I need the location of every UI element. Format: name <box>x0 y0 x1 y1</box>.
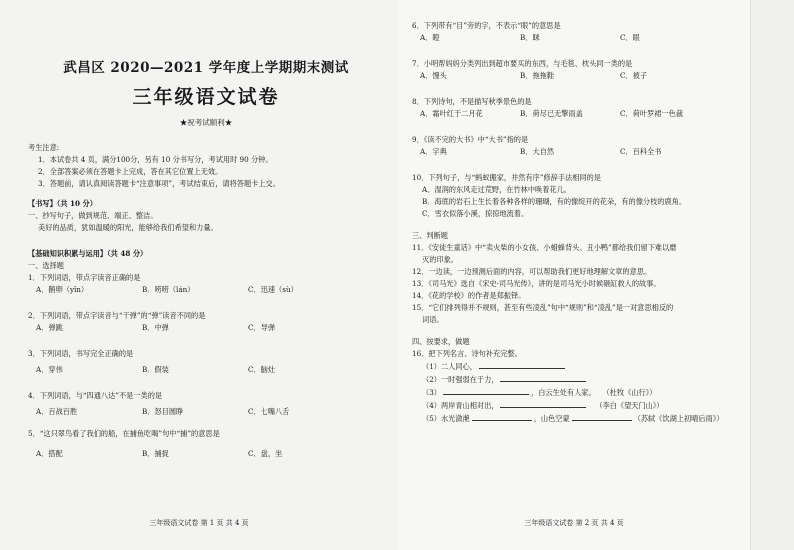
question-text: 10．下列句子，与“蚂蚁搬家，井然有序”修辞手法相同的是 <box>412 173 601 182</box>
option-a: A．瞪 <box>420 33 440 42</box>
notes-heading: 考生注意: <box>28 143 60 152</box>
question-text: 2．下列词语，带点字读音与“干弹”的“弹”读音不同的是 <box>28 311 206 320</box>
question-text: 8．下列诗句，不是描写秋季景色的是 <box>412 97 532 106</box>
copy-sentence: 美好的品质，犹如温暖的阳光，能够给我们希望和力量。 <box>38 223 218 232</box>
judge-item: 15．“它们排列得并不规则，甚至有些凌乱”句中“规则”和“凌乱”是一对意思相反的 <box>412 303 674 312</box>
page-footer: 三年级语文试卷 第 2 页 共 4 页 <box>524 519 624 527</box>
fill-item: （5）水光潋滟 ，山色空蒙 （苏轼《饮湖上初晴后雨》） <box>422 414 724 423</box>
fill-blank[interactable] <box>479 360 565 369</box>
option-a: A．霜叶红于二月花 <box>420 109 483 118</box>
fill-item: （2）一时强弱在于力， <box>412 373 744 386</box>
option-a: A．搭配 <box>36 449 63 458</box>
question-text: 一、抄写句子，做到规范、端正、整洁。 <box>28 211 158 220</box>
option-b: B．假装 <box>142 365 169 374</box>
option-a: A．馒头 <box>420 71 447 80</box>
option-c: C．盘，坐 <box>248 449 283 458</box>
fill-blank[interactable] <box>572 412 632 421</box>
option-b: B．捕捉 <box>142 449 169 458</box>
exam-wish: ★祝考试顺利★ <box>179 118 233 127</box>
page-footer: 三年级语文试卷 第 1 页 共 4 页 <box>149 519 249 527</box>
option-c: C．眼 <box>620 33 640 42</box>
question-text: 9．《读不完的大书》中“大书”指的是 <box>412 135 529 144</box>
note-item: 2．全部答案必须在答题卡上完成，答在其它位置上无效。 <box>38 167 223 176</box>
question-text: 3．下列词语，书写完全正确的是 <box>28 349 134 358</box>
option-b: B．怒目圆睁 <box>142 407 184 416</box>
choice-heading: 一、选择题 <box>28 261 64 270</box>
question-text: 6．下列带有“目”旁的字，不表示“眼”的意思是 <box>412 21 561 30</box>
section-writing: 【书写】（共 10 分） <box>28 199 97 208</box>
note-item: 3．答题前，请认真阅读答题卡“注意事项”，考试结束后，请将答题卡上交。 <box>38 179 280 188</box>
option-b: B．海底的岩石上生长着各种各样的珊瑚，有的像绽开的花朵，有的像分枝的鹿角。 <box>422 197 687 206</box>
question-block <box>28 348 384 376</box>
option-b: B．眯 <box>520 33 540 42</box>
option-b: B．唠唠（lán） <box>142 285 195 294</box>
question-block <box>412 172 744 220</box>
option-a: A．鹅卵（yǐn） <box>36 285 89 294</box>
question-block <box>412 20 744 44</box>
judge-item-cont: 灭的印象。 <box>422 255 458 264</box>
question-block <box>28 390 384 418</box>
question-block <box>412 96 744 120</box>
option-b: B．大自然 <box>520 147 555 156</box>
option-a: A．穿伟 <box>36 365 63 374</box>
judge-item: 14．《花的学校》的作者是郑振铎。 <box>412 291 526 300</box>
question-block <box>412 58 744 82</box>
fill-blank[interactable] <box>500 399 586 408</box>
fill-blank[interactable] <box>472 412 532 421</box>
question-text: 4．下列词语，与“四通八达”不是一类的是 <box>28 391 163 400</box>
judge-item: 11．《安徒生童话》中“卖火柴的小女孩、小蜡蜂背头、丑小鸭”都给我们留下难以磨 <box>412 243 677 252</box>
note-item: 1．本试卷共 4 页，满分100分，另有 10 分书写分，考试用时 90 分钟。 <box>38 155 273 164</box>
option-c: C．荷叶罗裙一色裁 <box>620 109 684 118</box>
option-c: C．被子 <box>620 71 648 80</box>
scan-edge-strip <box>750 0 794 550</box>
judge-item-cont: 词语。 <box>422 315 444 324</box>
judge-item: 12．一边读，一边预测后面的内容，可以帮助我们更好地理解文章的意思。 <box>412 267 652 276</box>
option-a: A．百战百胜 <box>36 407 78 416</box>
fill-item: （3） ，白云生处有人家。 （杜牧《山行》） <box>422 388 657 397</box>
option-b: B．中弹 <box>142 323 169 332</box>
option-c: C．导弹 <box>248 323 276 332</box>
question-text: 16．把下列名言、诗句补充完整。 <box>412 349 522 358</box>
question-block <box>28 310 384 334</box>
question-text: 5．“这只翠鸟看了我们的船，在捕鱼吃喝”句中“捕”的意思是 <box>28 429 220 438</box>
option-c: C．雪衣似落小溪，掠掠地流着。 <box>422 209 529 218</box>
option-b: B．荷尽已无擎雨盖 <box>520 109 583 118</box>
section-basic: 【基础知识积累与运用】（共 48 分） <box>28 249 148 258</box>
exam-page-2 <box>398 0 750 550</box>
fill-item: （1）二人同心， <box>412 360 744 373</box>
judge-heading: 三、判断题 <box>412 231 448 240</box>
option-a: A．湿润的东风走过荒野，在竹林中唤着花儿。 <box>422 185 571 194</box>
judge-item: 13．《司马光》选自《宋史·司马光传》，讲的是司马光小时候砸缸救人的故事。 <box>412 279 661 288</box>
question-block <box>28 272 384 296</box>
option-c: C．迅速（sù） <box>248 285 298 294</box>
fill-item: （4）两岸青山相对出， （李白《望天门山》） <box>422 401 664 410</box>
question-text: 1．下列词语，带点字读音正确的是 <box>28 273 141 282</box>
requirement-heading: 四、按要求，做题 <box>412 337 470 346</box>
question-block <box>412 134 744 158</box>
option-a: A．字典 <box>420 147 447 156</box>
exam-subtitle: 三年级语文试卷 <box>132 86 280 108</box>
fill-blank[interactable] <box>500 373 586 382</box>
option-a: A．弹跳 <box>36 323 63 332</box>
question-block <box>28 428 384 460</box>
option-b: B．拖拖鞋 <box>520 71 555 80</box>
option-c: C．七嘴八舌 <box>248 407 290 416</box>
fill-blank[interactable] <box>443 386 529 395</box>
option-c: C．脑灶 <box>248 365 276 374</box>
option-c: C．百科全书 <box>620 147 662 156</box>
exam-title: 武昌区 2020—2021 学年度上学期期末测试 <box>63 60 349 76</box>
question-text: 7．小明帮妈妈分类列出到超市要买的东西，与毛毯、枕头同一类的是 <box>412 59 633 68</box>
